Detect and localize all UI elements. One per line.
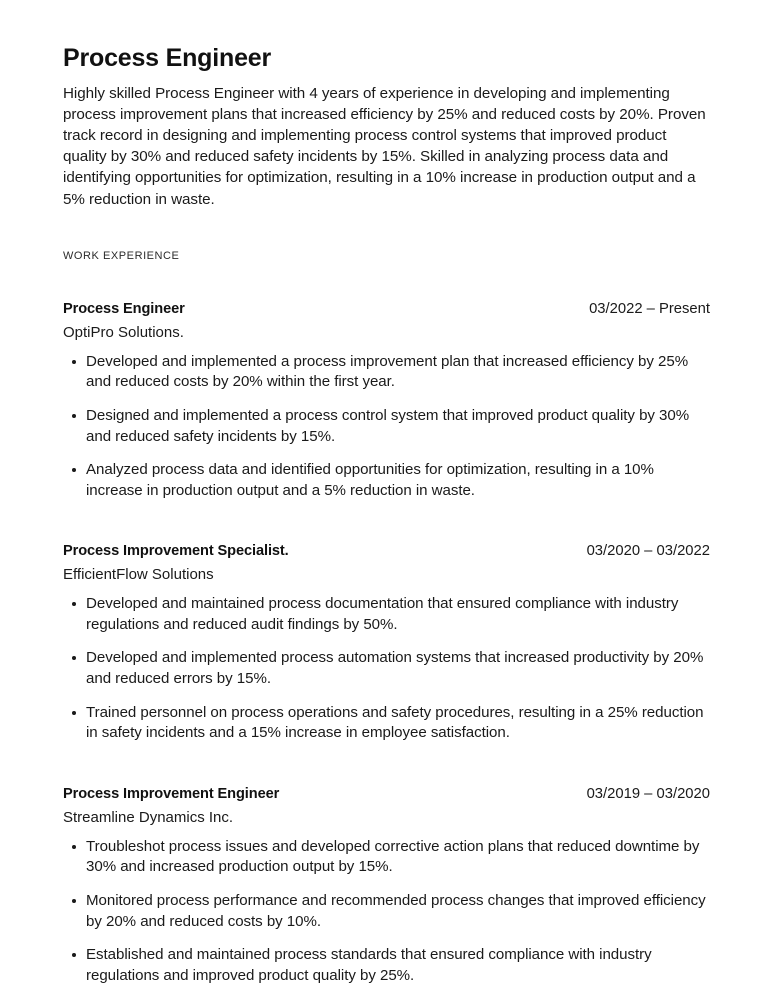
section-heading-work-experience: WORK EXPERIENCE [63, 249, 180, 262]
list-item [63, 352, 710, 393]
job-title: Process Improvement Specialist. [63, 543, 289, 560]
page-title: Process Engineer [63, 44, 272, 72]
bullet-dot-icon [72, 468, 76, 472]
bullet-text: Designed and implemented a process control system that improved product quality by 30% and reduced safety incidents by 15%. [86, 406, 690, 445]
bullet-dot-icon [72, 953, 76, 957]
work-experience-list [63, 299, 710, 986]
work-experience-entry [63, 299, 710, 502]
bullet-dot-icon [72, 656, 76, 660]
job-header [63, 299, 710, 319]
bullet-dot-icon [72, 845, 76, 849]
bullet-dot-icon [72, 602, 76, 606]
bullet-text: Developed and implemented a process improvement plan that increased efficiency by 25% and reduced costs by 20% within the first year. [86, 352, 689, 391]
list-item [63, 648, 710, 689]
job-header [63, 541, 710, 561]
bullet-text: Monitored process performance and recommended process changes that improved efficiency by 20% and reduced costs by 10%. [86, 892, 706, 930]
bullet-dot-icon [72, 711, 76, 715]
work-experience-entry [63, 784, 710, 986]
professional-summary: Highly skilled Process Engineer with 4 years of experience in developing and implementing process improvement plans that increased efficiency by 25% and reduced costs by 20%. Proven track record in designing and implementing process control systems that improved product quality by 30% and reduced safety incidents by 15%. Skilled in analyzing process data and identifying opportunities for optimization, resulting in a 10% increase in production output and a 5% reduction in waste. [63, 84, 706, 208]
bullet-text: Trained personnel on process operations and safety procedures, resulting in a 25% reduction in safety incidents and a 15% increase in employee satisfaction. [86, 703, 704, 742]
job-company: Streamline Dynamics Inc. [63, 808, 234, 826]
list-item [63, 945, 710, 986]
list-item [63, 703, 710, 744]
list-item [63, 594, 710, 635]
job-company: EfficientFlow Solutions [63, 566, 214, 584]
job-title: Process Improvement Engineer [63, 785, 280, 802]
job-bullet-list [63, 594, 710, 744]
job-title: Process Engineer [63, 300, 185, 317]
list-item [63, 891, 710, 932]
bullet-text: Developed and implemented process automation systems that increased productivity by 20% and reduced errors by 15%. [86, 649, 704, 688]
bullet-dot-icon [72, 414, 76, 418]
job-company: OptiPro Solutions. [63, 323, 184, 341]
job-date-range: 03/2022 – Present [589, 300, 710, 317]
bullet-dot-icon [72, 899, 76, 903]
job-header [63, 784, 710, 804]
job-date-range: 03/2019 – 03/2020 [586, 785, 710, 802]
bullet-text: Analyzed process data and identified opportunities for optimization, resulting in a 10% increase in production output and a 5% reduction in waste. [86, 461, 654, 499]
bullet-text: Established and maintained process standards that ensured compliance with industry regulations and improved product quality by 25%. [86, 946, 652, 984]
job-date-range: 03/2020 – 03/2022 [586, 543, 710, 560]
job-bullet-list [63, 837, 710, 986]
work-experience-entry [63, 541, 710, 744]
list-item [63, 837, 710, 878]
job-bullet-list [63, 352, 710, 502]
bullet-text: Troubleshot process issues and developed corrective action plans that reduced downtime by 30% and increased production output by 15%. [86, 837, 700, 876]
bullet-dot-icon [72, 360, 76, 364]
bullet-text: Developed and maintained process documentation that ensured compliance with industry regulations and reduced audit findings by 50%. [86, 595, 679, 633]
list-item [63, 406, 710, 447]
list-item [63, 460, 710, 501]
